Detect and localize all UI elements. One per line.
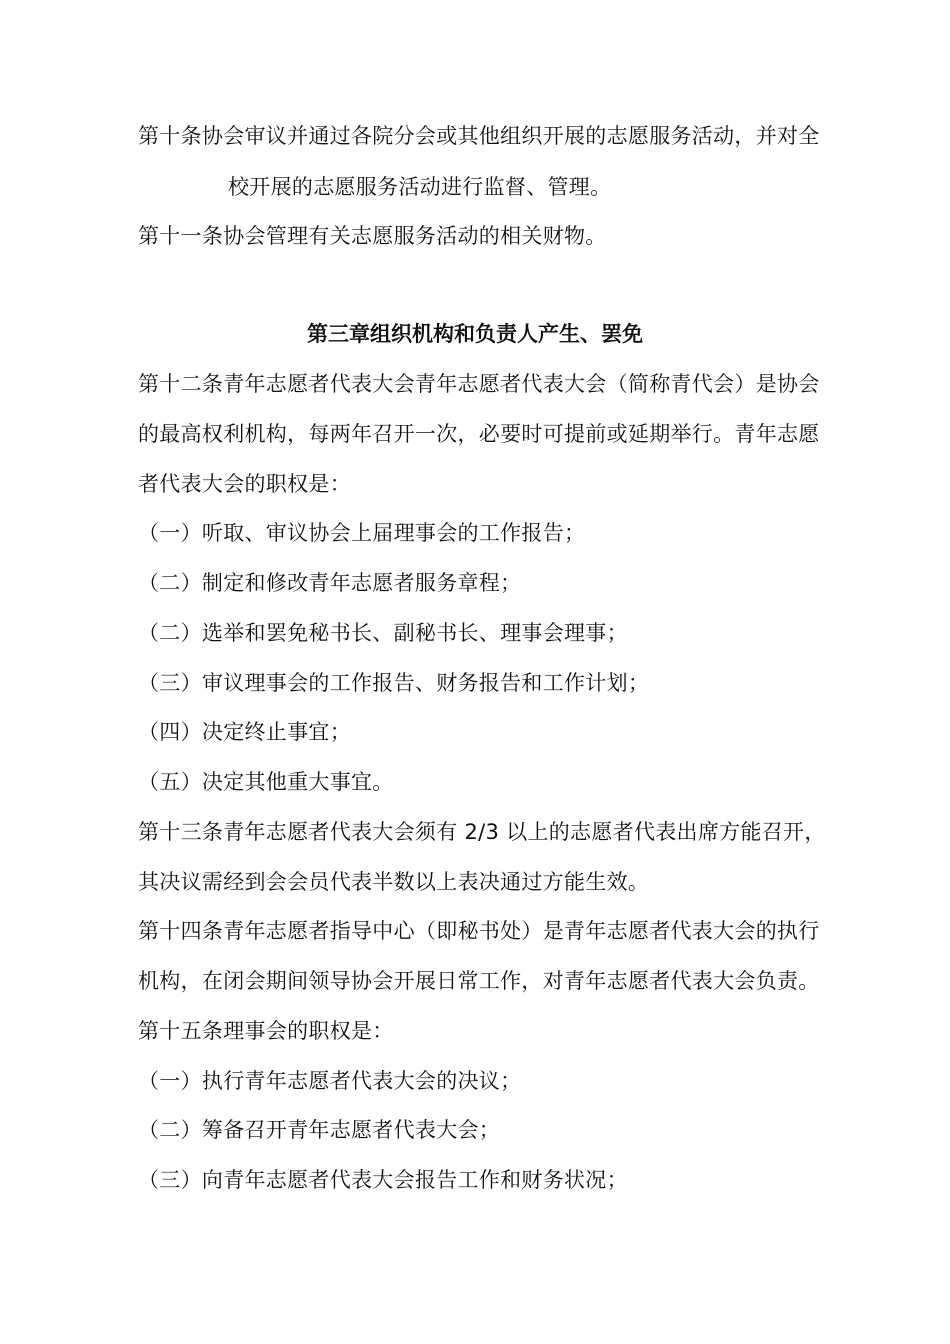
- article-13-line-1: 第十三条青年志愿者代表大会须有 2/3 以上的志愿者代表出席方能召开，: [138, 820, 826, 844]
- article-12-line-1: 第十二条青年志愿者代表大会青年志愿者代表大会（简称青代会）是协会: [138, 372, 820, 396]
- article-10-line-2: 校开展的志愿服务活动进行监督、管理。: [228, 175, 612, 199]
- article-14-line-1: 第十四条青年志愿者指导中心（即秘书处）是青年志愿者代表大会的执行: [138, 919, 820, 943]
- list-item: （二）制定和修改青年志愿者服务章程；: [138, 571, 522, 595]
- chapter-heading: 第三章组织机构和负责人产生、罢免: [307, 322, 643, 346]
- article-11: 第十一条协会管理有关志愿服务活动的相关财物。: [138, 224, 607, 248]
- list-item: （一）执行青年志愿者代表大会的决议；: [138, 1069, 522, 1093]
- list-item: （三）审议理事会的工作报告、财务报告和工作计划；: [138, 671, 650, 695]
- list-item: （二）选举和罢免秘书长、副秘书长、理事会理事；: [138, 621, 628, 645]
- article-15: 第十五条理事会的职权是：: [138, 1019, 394, 1043]
- article-14-line-2: 机构，在闭会期间领导协会开展日常工作，对青年志愿者代表大会负责。: [138, 969, 820, 993]
- list-item: （三）向青年志愿者代表大会报告工作和财务状况；: [138, 1168, 628, 1192]
- article-10-line-1: 第十条协会审议并通过各院分会或其他组织开展的志愿服务活动，并对全: [138, 124, 820, 148]
- list-item: （四）决定终止事宜；: [138, 720, 351, 744]
- list-item: （一）听取、审议协会上届理事会的工作报告；: [138, 521, 586, 545]
- list-item: （二）筹备召开青年志愿者代表大会；: [138, 1118, 501, 1142]
- article-13-line-2: 其决议需经到会会员代表半数以上表决通过方能生效。: [138, 870, 650, 894]
- list-item: （五）决定其他重大事宜。: [138, 770, 394, 794]
- article-12-line-2: 的最高权利机构，每两年召开一次，必要时可提前或延期举行。青年志愿: [138, 422, 820, 446]
- article-12-line-3: 者代表大会的职权是：: [138, 472, 351, 496]
